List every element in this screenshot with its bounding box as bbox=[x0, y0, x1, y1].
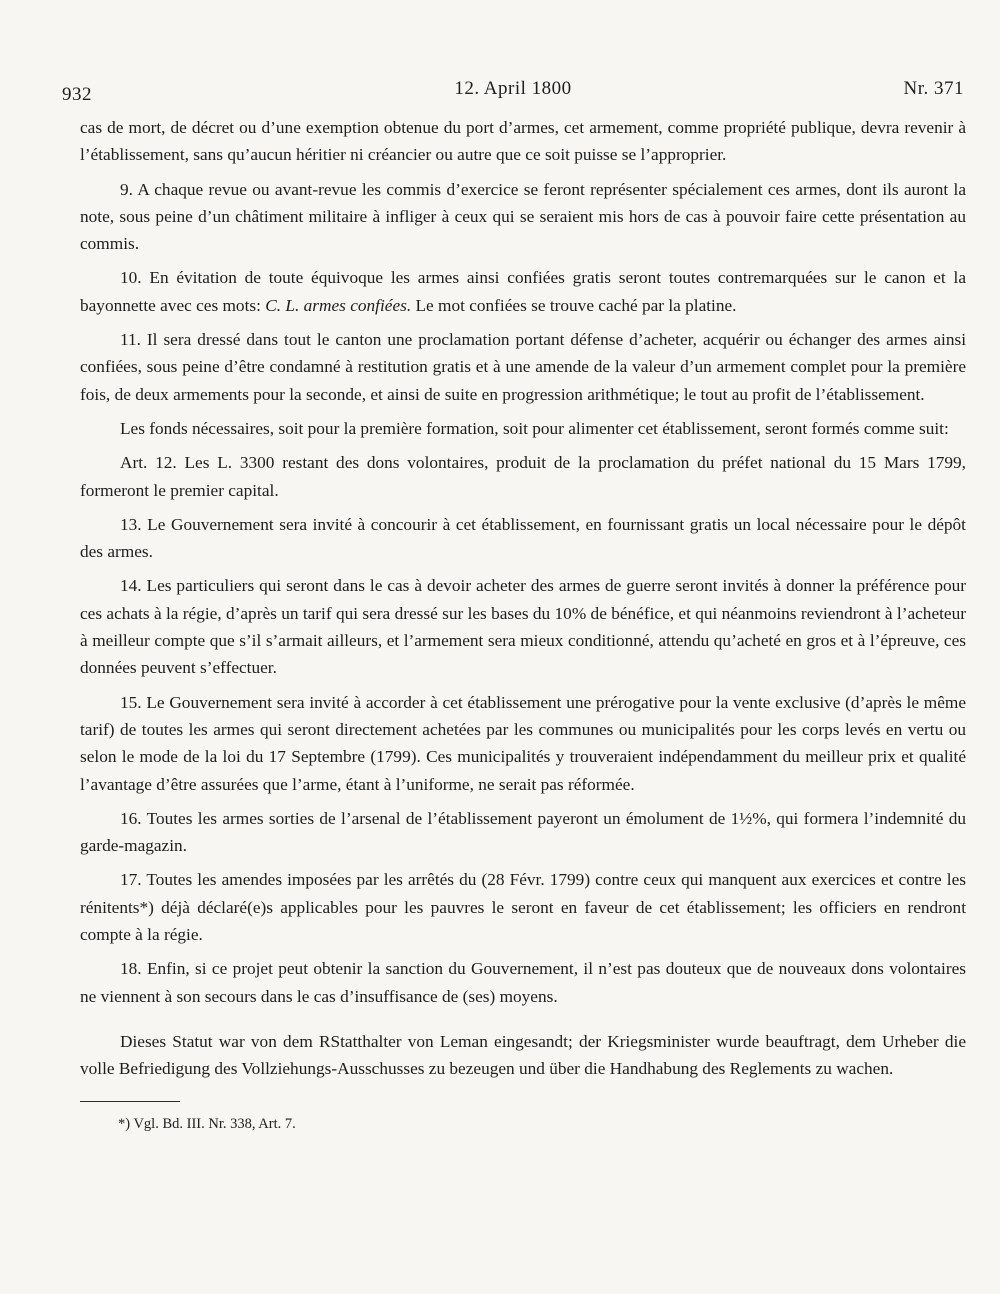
header-date: 12. April 1800 bbox=[454, 78, 572, 99]
document-number: Nr. 371 bbox=[903, 78, 964, 99]
article-11: 11. Il sera dressé dans tout le canton une proclamation portant défense d’acheter, acquérir ou échanger des armes ainsi confiées, sous peine d’être condamné à restitution gratis et à une amende de la valeur d’un armement complet pour la première fois, de deux armements pour la seconde, et ainsi de suite en progression arithmétique; le tout au profit de l’établissement. bbox=[80, 330, 966, 404]
page-header bbox=[62, 76, 964, 106]
paragraph-continued: cas de mort, de décret ou d’une exemption obtenue du port d’armes, cet armement, comme propriété publique, devra revenir à l’établissement, sans qu’aucun héritier ni créancier ou autre que ce soit puisse se l’approprier. bbox=[80, 118, 966, 165]
footnote: *) Vgl. Bd. III. Nr. 338, Art. 7. bbox=[118, 1116, 296, 1132]
footnote-divider bbox=[80, 1101, 180, 1102]
article-10-text-b: Le mot confiées se trouve caché par la platine. bbox=[411, 295, 737, 315]
article-10 bbox=[80, 264, 966, 319]
funds-paragraph: Les fonds nécessaires, soit pour la première formation, soit pour alimenter cet établissement, seront formés comme suit: bbox=[120, 418, 949, 438]
article-13: 13. Le Gouvernement sera invité à concourir à cet établissement, en fournissant gratis un local nécessaire pour le dépôt des armes. bbox=[80, 514, 966, 562]
page-number: 932 bbox=[62, 84, 92, 105]
article-18: 18. Enfin, si ce projet peut obtenir la sanction du Gouvernement, il n’est pas douteux que de nouveaux dons volontaires ne viennent à son secours dans le cas d’insuffisance de (ses) moyens. bbox=[80, 959, 966, 1006]
article-16: 16. Toutes les armes sorties de l’arsenal de l’établissement payeront un émolument de 1½%, qui formera l’indemnité du garde-magazin. bbox=[80, 808, 966, 856]
article-10-inscription: C. L. armes confiées. bbox=[265, 295, 412, 315]
article-17: 17. Toutes les amendes imposées par les arrêtés du (28 Févr. 1799) contre ceux qui manquent aux exercices et contre les rénitents*) déjà déclaré(e)s applicables pour les pauvres le seront en faveur de cet établissement; les officiers en rendront compte à la régie. bbox=[80, 870, 966, 945]
article-14: 14. Les particuliers qui seront dans le cas à devoir acheter des armes de guerre seront invités à donner la préférence pour ces achats à la régie, d’après un tarif qui sera dressé sur les bases du 10% de bénéfice, et qui néanmoins reviendront à l’acheteur à meilleur compte que s’il s’armait ailleurs, et l’armement sera mieux conditionné, attendu qu’acheté en gros et à l’épreuve, ces données peuvent s’effectuer. bbox=[80, 576, 966, 678]
article-12: Art. 12. Les L. 3300 restant des dons volontaires, produit de la proclamation du préfet national du 15 Mars 1799, formeront le premier capital. bbox=[80, 453, 966, 500]
article-10-text-a: 10. En évitation de toute équivoque les armes ainsi confiées gratis seront toutes contremarquées sur le canon et la bayonnette avec ces mots: bbox=[80, 268, 966, 315]
document-body bbox=[80, 114, 966, 1090]
article-9: 9. A chaque revue ou avant-revue les commis d’exercice se feront représenter spécialement ces armes, dont ils auront la note, sous peine d’un châtiment militaire à infliger à ceux qui se seraient mis hors de cas à pouvoir faire cette présentation au commis. bbox=[80, 179, 966, 254]
german-note: Dieses Statut war von dem RStatthalter von Leman eingesandt; der Kriegsminister wurde beauftragt, dem Urheber die volle Befriedigung des Vollziehungs-Ausschusses zu bezeugen und über die Handhabung des Reglements zu wachen. bbox=[80, 1031, 966, 1079]
article-15: 15. Le Gouvernement sera invité à accorder à cet établissement une prérogative pour la vente exclusive (d’après le même tarif) de toutes les armes qui seront directement achetées par les communes ou municipalités pour les corps levés en vertu ou selon le mode de la loi du 17 Septembre (1799). Ces municipalités y trouveraient indépendamment du meilleur prix et qualité l’avantage d’être assurées que l’arme, étant à l’uniforme, ne serait pas réformée. bbox=[80, 692, 966, 794]
